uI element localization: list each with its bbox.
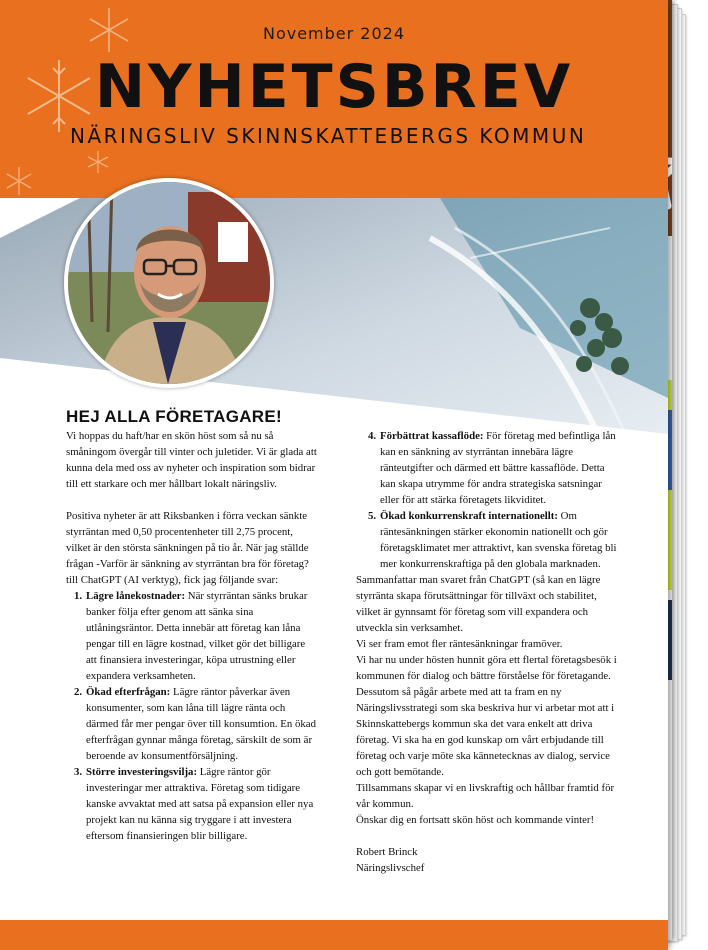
greeting-heading: HEJ ALLA FÖRETAGARE! xyxy=(66,407,282,426)
snowflake-icon xyxy=(2,164,36,198)
signature-name: Robert Brinck xyxy=(356,846,418,858)
outlook-paragraph: Vi ser fram emot fler räntesänkningar framöver. xyxy=(356,638,563,650)
wish-paragraph: Önskar dig en fortsatt skön höst och kommande vinter! xyxy=(356,814,595,826)
list-item: 4. Förbättrat kassaflöde: För företag med befintliga lån kan en sänkning av styrräntan innebära lägre ränteutgifter och därmed ett bättre kassaflöde. Detta kan skapa utrymme för andra strategiska satsningar eller för att stärka företagets likviditet. xyxy=(368,430,616,506)
article-column-right xyxy=(356,428,618,876)
reasons-list-continued xyxy=(368,428,618,572)
news-paragraph: Positiva nyheter är att Riksbanken i förra veckan sänkte styrräntan med 0,50 procentenheter till 2,75 procent, vilket är den största sänkningen på tio år. När jag ställde frågan -Varför är sänkning av styrräntan bra för företag? till ChatGPT (AI verktyg), fick jag följande svar: xyxy=(66,510,309,586)
footer-bar xyxy=(0,920,668,950)
newsletter-subtitle: NÄRINGSLIV SKINNSKATTEBERGS KOMMUN xyxy=(70,124,587,148)
intro-paragraph: Vi hoppas du haft/har en skön höst som så nu så småningom övergår till vinter och juletider. Vi är glada att kunna dela med oss av nyheter och inspiration som bidrar till ett starkare och mer hållbart lokalt näringsliv. xyxy=(66,430,317,490)
list-item: 5. Ökad konkurrenskraft internationellt: Om räntesänkningen stärker ekonomin nationellt och gör företagsklimatet mer attraktivt, kan svenska företag bli mer konkurrenskraftiga på den globala marknaden. xyxy=(368,510,617,570)
visits-paragraph: Vi har nu under hösten hunnit göra ett flertal företagsbesök i kommunen för dialog och bättre förståelse för företagande. Dessutom så pågår arbete med att ta fram en ny Näringslivsstrategi som ska beskriva hur vi arbetar mot att i Skinnskattebergs kommun ska det vara enkelt att driva företag. Vi ska ha en god kunskap om vårt erbjudande till företag och varje möte ska kännetecknas av dialog, service och gott bemötande. xyxy=(356,654,617,778)
summary-paragraph: Sammanfattar man svaret från ChatGPT (så kan en lägre styrränta skapa förutsättningar för tillväxt och stabilitet, vilket är gynnsamt för företag som vill expandera och utveckla sin verksamhet. xyxy=(356,574,601,634)
list-item: 2. Ökad efterfrågan: Lägre räntor påverkar även konsumenter, som kan låna till lägre ränta och därmed får mer pengar över till konsumtion. En ökad efterfrågan gynnar många företag, särskilt de som är beroende av konsumentförsäljning. xyxy=(74,686,316,762)
snowflake-icon xyxy=(84,148,112,176)
together-paragraph: Tillsammans skapar vi en livskraftig och hållbar framtid för vår kommun. xyxy=(356,782,615,810)
list-item: 1. Lägre lånekostnader: När styrräntan sänks brukar banker följa efter genom att sänka sina utlåningsräntor. Detta innebär att företag kan låna pengar till en lägre kostnad, vilket gör det billigare att finansiera investeringar, köpa utrustning eller expandera verksamheten. xyxy=(74,590,308,682)
reasons-list xyxy=(74,588,318,844)
author-portrait xyxy=(64,178,274,388)
header-banner xyxy=(0,0,668,200)
list-item: 3. Större investeringsvilja: Lägre räntor gör investeringar mer attraktiva. Företag som tidigare kanske avvaktat med att satsa på expansion eller nya projekt kan nu känna sig tryggare i att investera eftersom finansieringen blir billigare. xyxy=(74,766,314,842)
article-column-left xyxy=(66,428,318,844)
newsletter-title: NYHETSBREV xyxy=(94,52,574,122)
signature-title: Näringslivschef xyxy=(356,862,425,874)
issue-date: November 2024 xyxy=(262,24,406,43)
